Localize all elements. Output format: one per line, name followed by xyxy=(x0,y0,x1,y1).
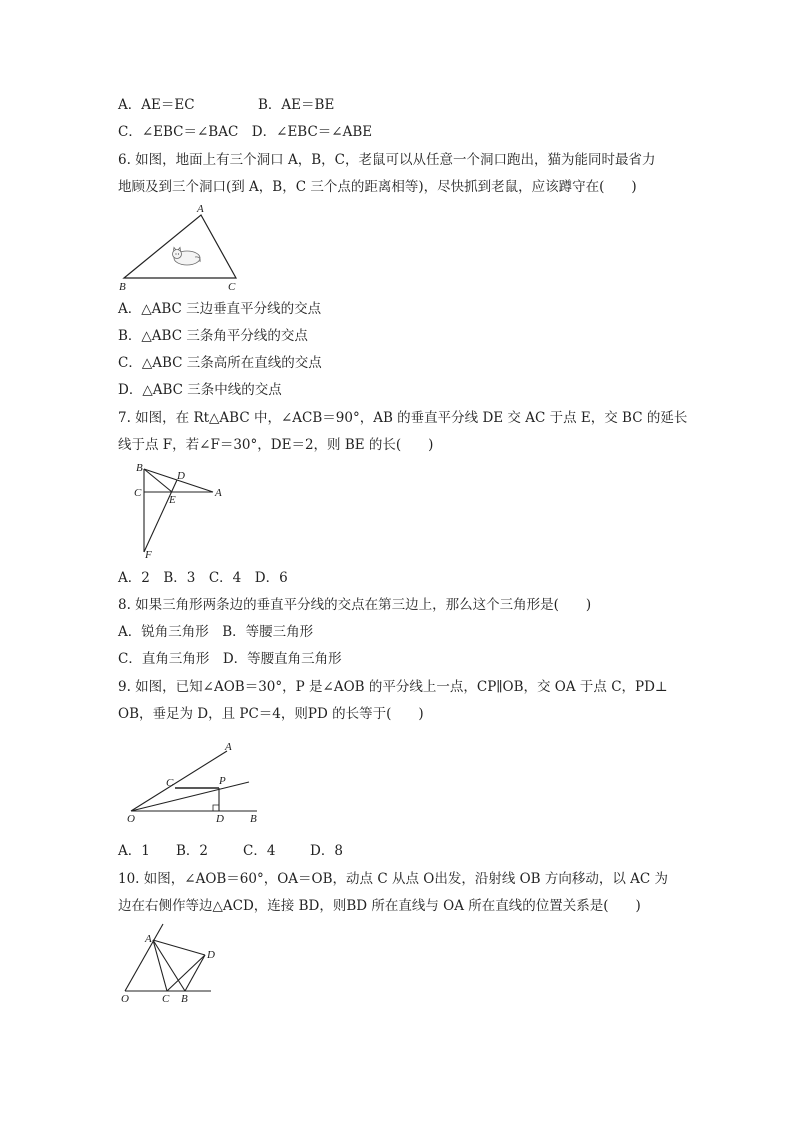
q9-option-a: A．1 xyxy=(118,843,150,859)
q8-options-cd: C．直角三角形 D．等腰直角三角形 xyxy=(118,651,342,667)
q6-option-c: C．△ABC 三条高所在直线的交点 xyxy=(118,355,322,371)
q7-figure xyxy=(115,460,235,560)
q10-label-d: D xyxy=(207,949,215,961)
q9-figure xyxy=(115,736,275,826)
q9-option-c: C．4 xyxy=(243,843,276,859)
q10-label-o: O xyxy=(121,993,129,1005)
q10-figure xyxy=(115,918,225,1008)
q10-label-c: C xyxy=(162,993,170,1005)
q6-stem-line2: 地顾及到三个洞口(到 A，B，C 三个点的距离相等)，尽快抓到老鼠，应该蹲守在( ) xyxy=(118,179,637,195)
q9-label-p: P xyxy=(219,775,226,787)
q9-stem-line2: OB，垂足为 D，且 PC＝4，则PD 的长等于( ) xyxy=(118,706,424,722)
q9-ray-oa xyxy=(131,751,227,811)
q8-stem: 8. 如果三角形两条边的垂直平分线的交点在第三边上，那么这个三角形是( ) xyxy=(118,597,592,613)
q7-line-be xyxy=(144,469,172,492)
q9-label-o: O xyxy=(127,813,135,825)
q6-option-d: D．△ABC 三条中线的交点 xyxy=(118,382,282,398)
q7-label-a: A xyxy=(215,487,222,499)
q6-option-a: A．△ABC 三边垂直平分线的交点 xyxy=(118,301,322,317)
q9-label-d: D xyxy=(216,813,224,825)
q7-stem-line1: 7. 如图，在 Rt△ABC 中，∠ACB＝90°，AB 的垂直平分线 DE 交 AC 于点 E，交 BC 的延长 xyxy=(118,410,688,426)
q7-label-b: B xyxy=(136,462,143,474)
q7-label-e: E xyxy=(169,494,176,506)
q10-segment-cd xyxy=(167,955,205,991)
q9-option-b: B．2 xyxy=(176,843,209,859)
q6-triangle xyxy=(124,215,236,278)
q5-options-cd: C．∠EBC＝∠BAC D．∠EBC＝∠ABE xyxy=(118,124,373,140)
q5-option-a: A．AE＝EC xyxy=(118,97,195,113)
q7-label-c: C xyxy=(134,487,142,499)
q10-segment-bd xyxy=(185,955,205,991)
q5-option-b: B．AE＝BE xyxy=(258,97,335,113)
q9-bisector xyxy=(131,782,249,811)
q10-stem-line2: 边在右侧作等边△ACD，连接 BD，则BD 所在直线与 OA 所在直线的位置关系是( ) xyxy=(118,898,641,914)
q10-stem-line1: 10. 如图，∠AOB＝60°，OA＝OB，动点 C 从点 O出发，沿射线 OB 方向移动，以 AC 为 xyxy=(118,871,669,887)
q10-segment-ac xyxy=(153,940,167,991)
q9-label-a: A xyxy=(225,741,232,753)
q9-option-d: D．8 xyxy=(310,843,343,859)
cat-icon xyxy=(173,248,201,266)
q7-label-f: F xyxy=(145,549,152,561)
q8-options-ab: A．锐角三角形 B．等腰三角形 xyxy=(118,624,314,640)
q6-label-b: B xyxy=(119,281,126,293)
q7-options: A．2 B．3 C．4 D．6 xyxy=(118,570,288,586)
q9-stem-line1: 9. 如图，已知∠AOB＝30°，P 是∠AOB 的平分线上一点，CP∥OB，交 OA 于点 C，PD⊥ xyxy=(118,679,668,695)
q7-stem-line2: 线于点 F，若∠F＝30°，DE＝2，则 BE 的长( ) xyxy=(118,437,434,453)
q7-label-d: D xyxy=(177,470,185,482)
q6-label-a: A xyxy=(197,203,204,215)
q6-stem-line1: 6. 如图，地面上有三个洞口 A，B，C，老鼠可以从任意一个洞口跑出，猫为能同时最省力 xyxy=(118,152,656,168)
q10-label-a: A xyxy=(145,933,152,945)
q7-line-df xyxy=(144,480,177,552)
q10-label-b: B xyxy=(181,993,188,1005)
q6-label-c: C xyxy=(228,281,236,293)
q9-label-c: C xyxy=(166,777,174,789)
q9-label-b: B xyxy=(250,813,257,825)
q6-triangle-figure xyxy=(115,200,250,295)
q6-option-b: B．△ABC 三条角平分线的交点 xyxy=(118,328,308,344)
q9-right-angle-mark xyxy=(213,805,219,811)
